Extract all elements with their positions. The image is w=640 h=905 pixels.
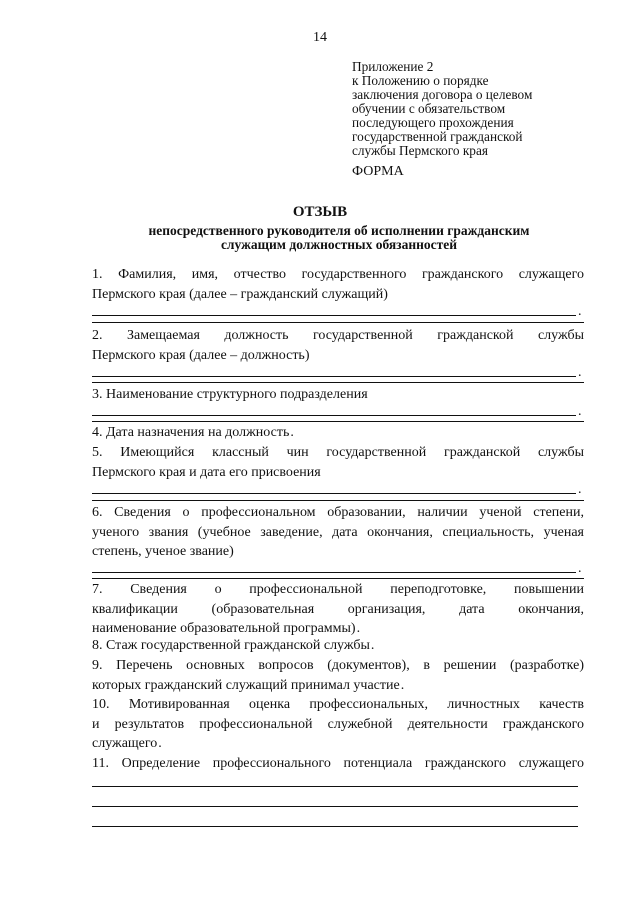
section-separator xyxy=(92,500,584,501)
end-mark: . xyxy=(290,425,294,440)
department-field-line[interactable] xyxy=(92,415,576,416)
appendix-line: службы Пермского края xyxy=(352,143,488,158)
item-text: 2. Замещаемая должность государственной гражданской службы xyxy=(92,328,584,343)
item-text: и результатов профессиональной служебной деятельности гражданского xyxy=(92,716,584,732)
item-text: Пермского края и дата его присвоения xyxy=(92,464,321,480)
end-mark: . xyxy=(370,638,375,653)
item-text: Пермского края (далее – гражданский служащий) xyxy=(92,286,388,302)
position-field-line[interactable] xyxy=(92,376,576,377)
end-mark: . xyxy=(400,677,405,693)
form-subtitle xyxy=(92,224,586,252)
item-1-fullname xyxy=(92,265,584,304)
item-fill-row xyxy=(92,542,584,562)
end-mark: . xyxy=(578,404,582,419)
item-10-assessment xyxy=(92,695,584,754)
item-text: 5. Имеющийся классный чин государственной гражданской службы xyxy=(92,445,584,460)
item-6-education xyxy=(92,503,584,562)
item-text: 10. Мотивированная оценка профессиональных, личностных качеств xyxy=(92,697,584,712)
item-text: степень, ученое звание) xyxy=(92,544,234,560)
item-8-service-length xyxy=(92,636,578,656)
potential-field-line[interactable] xyxy=(92,806,578,807)
appendix-line: последующего прохождения xyxy=(352,115,514,130)
end-mark: . xyxy=(356,621,361,637)
section-separator xyxy=(92,421,584,422)
appendix-line: государственной гражданской xyxy=(352,129,523,144)
item-text: квалификации (образовательная организация, дата окончания, xyxy=(92,601,584,617)
item-text: 9. Перечень основных вопросов (документов), в решении (разработке) xyxy=(92,658,584,673)
form-title: ОТЗЫВ xyxy=(292,204,348,220)
item-text: 6. Сведения о профессиональном образовании, наличии ученой степени, xyxy=(92,505,584,520)
item-11-potential xyxy=(92,754,584,774)
section-separator xyxy=(92,382,584,383)
appendix-block xyxy=(352,60,602,158)
item-4-appointment-date xyxy=(92,423,570,443)
end-mark: . xyxy=(578,304,582,319)
item-text: 4. Дата назначения на должность xyxy=(92,425,290,440)
subtitle-line: непосредственного руководителя об исполнении гражданским xyxy=(148,223,530,238)
item-text: 8. Стаж государственной гражданской службы xyxy=(92,638,370,653)
item-text: наименование образовательной программы) xyxy=(92,621,356,637)
item-fill-row xyxy=(92,636,578,656)
item-9-tasks xyxy=(92,656,584,695)
item-2-position xyxy=(92,326,584,365)
end-mark: . xyxy=(158,736,162,752)
item-fill-row xyxy=(92,734,578,754)
appendix-line: к Положению о порядке xyxy=(352,73,489,88)
item-5-class-rank xyxy=(92,443,584,482)
appendix-line: обучении с обязательством xyxy=(352,101,506,116)
potential-field-line[interactable] xyxy=(92,786,578,787)
education-field-line[interactable] xyxy=(92,572,576,573)
potential-field-line[interactable] xyxy=(92,826,578,827)
item-3-department xyxy=(92,385,584,405)
section-separator xyxy=(92,322,584,323)
item-text: Пермского края (далее – должность) xyxy=(92,347,310,363)
form-label: ФОРМА xyxy=(352,164,404,179)
item-fill-row xyxy=(92,385,584,405)
item-fill-row xyxy=(92,346,584,366)
subtitle-line: служащим должностных обязанностей xyxy=(220,237,458,252)
item-text: служащего xyxy=(92,736,158,752)
end-mark: . xyxy=(578,561,582,576)
fullname-field-line[interactable] xyxy=(92,315,576,316)
item-text: 1. Фамилия, имя, отчество государственного гражданского служащего xyxy=(92,267,584,282)
item-text: которых гражданский служащий принимал участие xyxy=(92,677,400,693)
item-text: 7. Сведения о профессиональной переподготовке, повышении xyxy=(92,582,584,597)
item-fill-row xyxy=(92,676,578,696)
item-text: ученого звания (учебное заведение, дата окончания, специальность, ученая xyxy=(92,524,584,540)
class-rank-field-line[interactable] xyxy=(92,493,576,494)
item-text: 11. Определение профессионального потенциала гражданского служащего xyxy=(92,756,584,771)
appendix-line: заключения договора о целевом xyxy=(352,87,533,102)
page-number: 14 xyxy=(313,30,327,45)
item-fill-row xyxy=(92,423,570,443)
end-mark: . xyxy=(578,482,582,497)
end-mark: . xyxy=(578,365,582,380)
appendix-line: Приложение 2 xyxy=(352,59,434,74)
item-text: 3. Наименование структурного подразделения xyxy=(92,387,368,402)
item-7-retraining xyxy=(92,580,584,639)
section-separator xyxy=(92,578,584,579)
item-fill-row xyxy=(92,463,584,483)
item-fill-row xyxy=(92,285,584,305)
